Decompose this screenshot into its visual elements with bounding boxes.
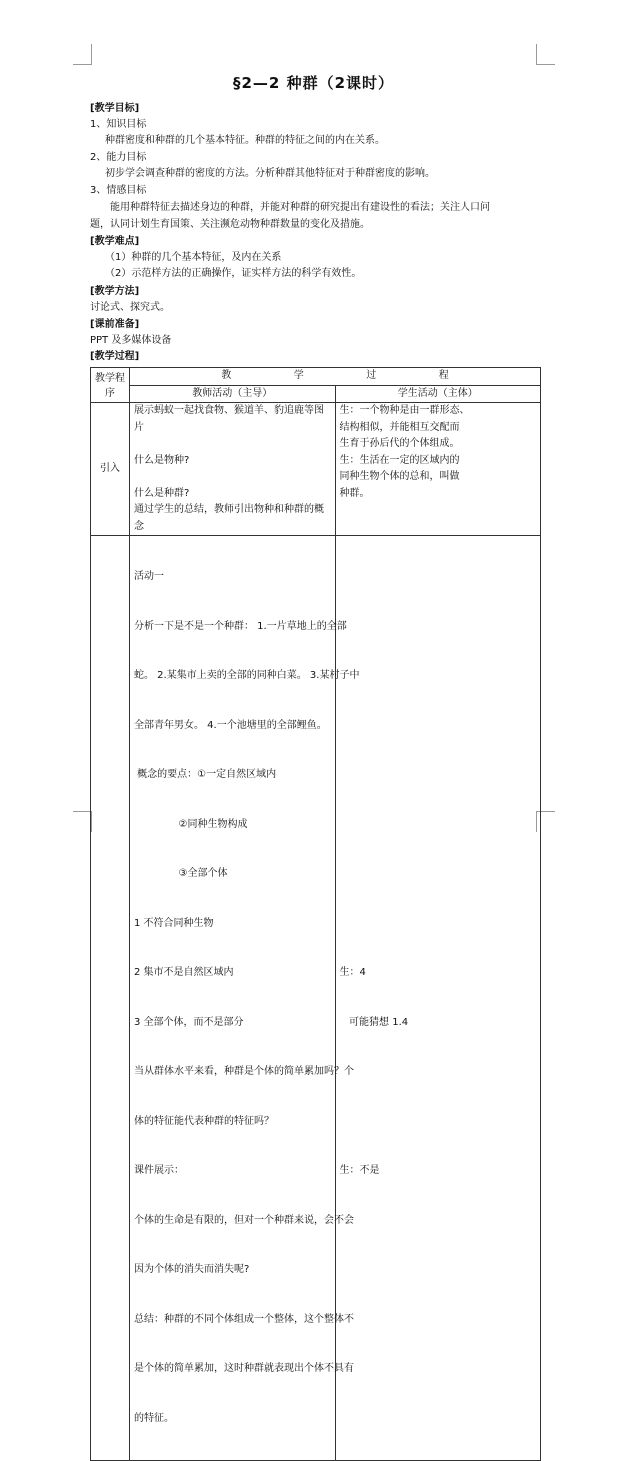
text-line: 生育于孙后代的个体组成。 — [339, 438, 460, 449]
process-heading: [教学过程] — [90, 351, 140, 362]
text-line: 活动一 — [134, 571, 164, 582]
stage-cell — [91, 536, 130, 1461]
text-line: 分析一下是不是一个种群： 1.一片草地上的全部 — [134, 620, 347, 632]
teacher-activity-cell — [130, 403, 336, 536]
text-line — [340, 866, 537, 883]
text-line — [340, 718, 537, 735]
difficulty-item-2: （2）示范样方法的正确操作，证实样方法的科学有效性。 — [105, 268, 362, 279]
text-line: 课件展示： — [134, 1165, 184, 1176]
text-line: 种群。 — [339, 487, 370, 499]
difficulty-heading: [教学难点] — [90, 236, 140, 247]
process-table — [90, 367, 541, 1461]
text-line: 个体的生命是有限的，但对一个种群来说，会不会 — [134, 1214, 354, 1226]
text-line: 什么是物种? — [134, 454, 190, 466]
text-line: 生：不是 — [339, 1165, 380, 1176]
student-activity-cell — [335, 403, 541, 536]
stage-column-header-text: 教学程序 — [95, 373, 125, 399]
student-activity-header: 学生活动（主体） — [335, 385, 541, 403]
text-line — [340, 817, 537, 834]
page-title: §2—2 种群（2课时） — [232, 74, 395, 92]
stage-column-header — [91, 368, 130, 403]
table-subheader-row — [91, 385, 541, 403]
text-line: 同种生物个体的总和，叫做 — [339, 471, 460, 482]
table-header-row — [91, 368, 541, 386]
crop-mark-top-right — [536, 44, 555, 65]
ability-text: 初步学会调查种群的密度的方法。分析种群其他特征对于种群密度的影响。 — [105, 168, 435, 179]
prep-text: PPT 及多媒体设备 — [90, 335, 172, 346]
text-line — [134, 436, 331, 453]
emotion-text-1: 能用种群特征去描述身边的种群，并能对种群的研究提出有建设性的看法；关注人口问 — [110, 202, 490, 213]
objectives-heading: [教学目标] — [90, 103, 140, 114]
text-line: 是个体的简单累加，这时种群就表现出个体不具有 — [134, 1363, 354, 1374]
text-line: 总结：种群的不同个体组成一个整体，这个整体不 — [134, 1313, 354, 1325]
text-line: 蛇。 2.某集市上卖的全部的同种白菜。 3.某村子中 — [134, 670, 360, 681]
text-line — [340, 916, 537, 933]
process-header-char: 程 — [438, 370, 449, 381]
knowledge-text: 种群密度和种群的几个基本特征。种群的特征之间的内在关系。 — [105, 135, 385, 146]
method-heading: [教学方法] — [90, 286, 140, 297]
table-row — [91, 403, 541, 536]
text-line: 3 全部个体，而不是部分 — [134, 1016, 244, 1028]
text-line: 的特征。 — [134, 1412, 174, 1424]
emotion-label: 3、情感目标 — [90, 185, 147, 196]
text-line — [340, 619, 537, 636]
ability-label: 2、能力目标 — [90, 152, 147, 163]
student-activity-cell — [335, 536, 541, 1461]
process-header-chars — [130, 368, 540, 385]
text-line: 全部青年男女。 4.一个池塘里的全部鲤鱼。 — [134, 719, 327, 731]
process-header-char: 教 — [221, 370, 232, 381]
method-text: 讨论式、探究式。 — [90, 302, 170, 313]
text-line: 当从群体水平来看，种群是个体的简单累加吗？个 — [134, 1066, 354, 1077]
text-line: 概念的要点：①一定自然区域内 — [134, 769, 277, 780]
text-line: 生：一个物种是由一群形态、 — [339, 405, 470, 416]
text-line: 生：4 — [339, 967, 366, 978]
text-line: 2 集市不是自然区域内 — [134, 967, 234, 978]
text-line: ③全部个体 — [134, 868, 228, 879]
text-line: 1 不符合同种生物 — [134, 917, 214, 929]
text-line: 结构相似，并能相互交配而 — [339, 421, 460, 433]
prep-heading: [课前准备] — [90, 319, 140, 330]
emotion-text-2: 题，认同计划生育国策、关注濒危动物种群数量的变化及措施。 — [90, 219, 370, 230]
text-line — [134, 469, 331, 486]
table-row — [91, 536, 541, 1461]
text-line — [340, 569, 537, 586]
knowledge-label: 1、知识目标 — [90, 119, 147, 130]
text-line — [340, 1114, 537, 1131]
text-line — [340, 668, 537, 685]
text-line: ②同种生物构成 — [134, 818, 248, 830]
teacher-activity-header: 教师活动（主导） — [130, 385, 336, 403]
difficulty-item-1: （1）种群的几个基本特征，及内在关系 — [105, 252, 282, 263]
text-line: 什么是种群? — [134, 487, 190, 499]
crop-mark-top-left — [73, 44, 92, 65]
text-line: 可能猜想 1.4 — [339, 1016, 409, 1028]
text-line — [340, 767, 537, 784]
process-header-char: 学 — [293, 370, 304, 381]
text-line: 体的特征能代表种群的特征吗？ — [134, 1115, 274, 1127]
process-header — [130, 368, 541, 386]
process-header-char: 过 — [366, 370, 377, 381]
text-line: 展示蚂蚁一起找食物、猴道羊、豹追鹿等图片 — [134, 405, 324, 433]
stage-cell: 引入 — [91, 403, 130, 536]
text-line — [340, 1064, 537, 1081]
text-line: 通过学生的总结，教师引出物种和种群的概念 — [134, 504, 324, 532]
text-line: 生：生活在一定的区域内的 — [339, 454, 460, 466]
text-line: 因为个体的消失而消失呢? — [134, 1264, 250, 1275]
